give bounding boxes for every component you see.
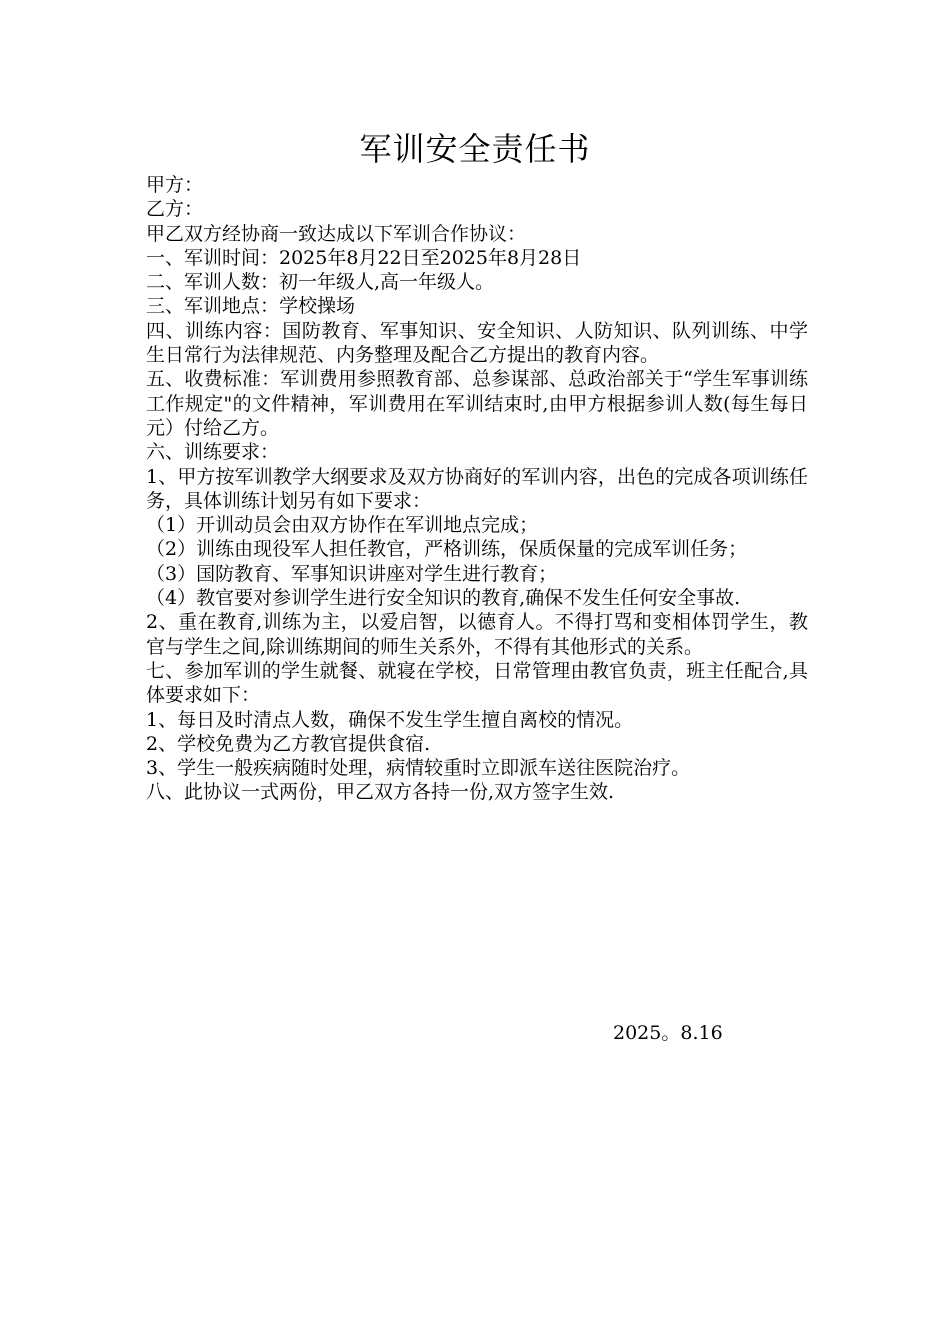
management-item-3: 3、学生一般疾病随时处理，病情较重时立即派车送往医院治疗。 [146, 757, 691, 780]
requirement-1-sub-2: （2）训练由现役军人担任教官，严格训练，保质保量的完成军训任务； [146, 538, 748, 561]
requirement-1: 1、甲方按军训教学大纲要求及双方协商好的军训内容，出色的完成各项训练任务，具体训练计划另有如下要求： [146, 465, 808, 512]
document-date: 2025。8.16 [613, 1022, 723, 1044]
document-title: 军训安全责任书 [359, 130, 591, 168]
requirement-1-sub-3: （3）国防教育、军事知识讲座对学生进行教育； [146, 562, 558, 585]
document-body [146, 173, 808, 805]
clause-training-location: 三、军训地点：学校操场 [146, 295, 356, 318]
requirement-1-sub-4: （4）教官要对参训学生进行安全知识的教育,确保不发生任何安全事故. [146, 587, 741, 610]
clause-training-time: 一、军训时间：2025年8月22日至2025年8月28日 [146, 246, 582, 269]
clause-training-content: 四、训练内容：国防教育、军事知识、安全知识、人防知识、队列训练、中学生日常行为法律规范、内务整理及配合乙方提出的教育内容。 [146, 319, 808, 367]
management-item-1: 1、每日及时清点人数，确保不发生学生擅自离校的情况。 [146, 708, 634, 731]
party-b-line: 乙方： [146, 198, 204, 221]
party-a-line: 甲方： [146, 174, 204, 196]
clause-training-headcount: 二、军训人数：初一年级人,高一年级人。 [146, 271, 495, 294]
agreement-intro: 甲乙双方经协商一致达成以下军训合作协议： [146, 222, 527, 245]
clause-fee-standard: 五、收费标准：军训费用参照教育部、总参谋部、总政治部关于“学生军事训练工作规定"的文件精神，军训费用在军训结束时,由甲方根据参训人数(每生每日元）付给乙方。 [146, 368, 808, 439]
requirement-2: 2、重在教育,训练为主，以爱启智，以德育人。不得打骂和变相体罚学生，教官与学生之间,除训练期间的师生关系外，不得有其他形式的关系。 [146, 611, 808, 658]
clause-copies-signature: 八、此协议一式两份，甲乙双方各持一份,双方签字生效. [146, 781, 615, 804]
clause-training-requirements: 六、训练要求： [146, 441, 280, 464]
requirement-1-sub-1: （1）开训动员会由双方协作在军训地点完成； [146, 514, 539, 537]
management-item-2: 2、学校免费为乙方教官提供食宿. [146, 732, 431, 755]
clause-student-management: 七、参加军训的学生就餐、就寝在学校，日常管理由教官负责，班主任配合,具体要求如下： [146, 659, 808, 707]
